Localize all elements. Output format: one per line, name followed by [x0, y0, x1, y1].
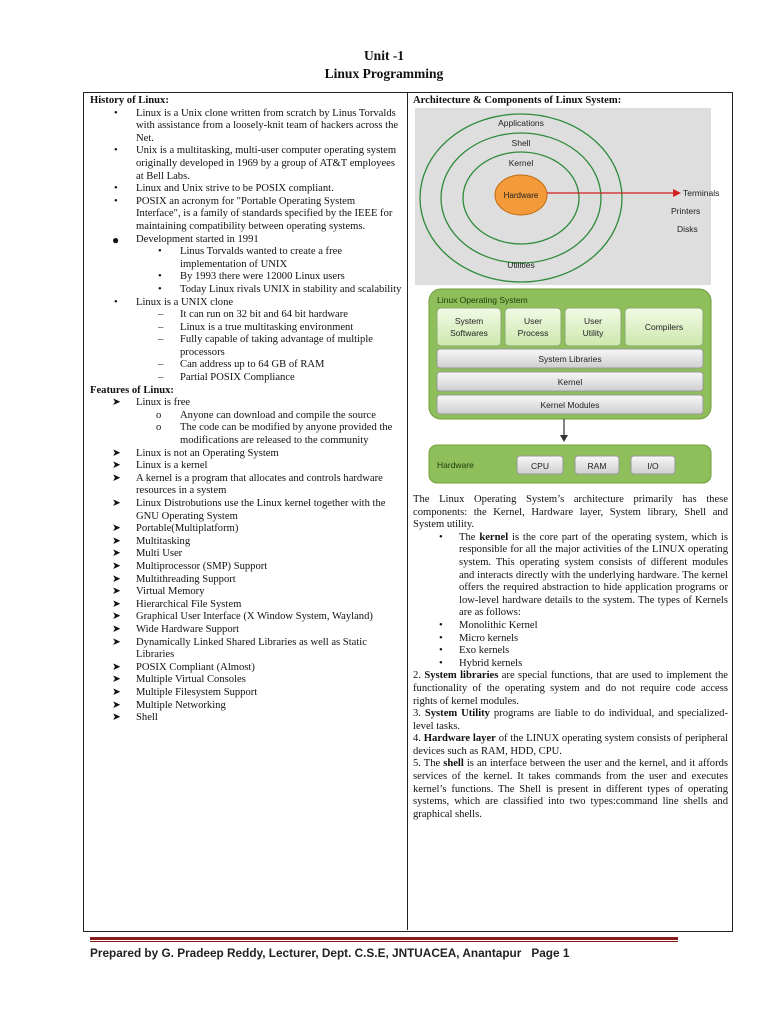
arrow-head-icon — [673, 189, 681, 197]
circle-bullet-icon: o — [156, 422, 162, 434]
list-item: ➤ POSIX Compliant (Almost) — [112, 661, 255, 673]
dash-icon: – — [158, 359, 164, 371]
arrow-bullet-icon: ➤ — [112, 573, 121, 585]
footer-prepared-by: Prepared by G. Pradeep Reddy, Lecturer, Dept. C.S.E, JNTUACEA, Anantapur — [90, 946, 522, 960]
arrow-bullet-icon: ➤ — [112, 661, 121, 673]
bullet-icon: • — [114, 296, 118, 308]
arrow-bullet-icon: ➤ — [112, 447, 121, 459]
list-item: ➤ Multitasking — [112, 535, 191, 547]
list-item: ➤ Dynamically Linked Shared Libraries as well as Static Libraries — [112, 636, 367, 661]
arrow-bullet-icon: ➤ — [112, 686, 121, 698]
bullet-icon: • — [158, 283, 162, 295]
system-utility-paragraph: 3. System Utility programs are liable to do individual, and specialized-level tasks. — [413, 708, 728, 732]
hardware-layer-paragraph: 4. Hardware layer of the LINUX operating system consists of peripheral devices such as RAM, HDD, CPU. — [413, 733, 729, 757]
list-item: ➤ Multiprocessor (SMP) Support — [112, 560, 268, 572]
list-item: ➤ Shell — [112, 712, 158, 724]
list-item: • Hybrid kernels — [439, 657, 523, 669]
list-item: ➤ Multithreading Support — [112, 573, 236, 585]
box-label-user: User — [524, 316, 542, 326]
shell-paragraph: 5. The shell is an interface between the user and the kernel, and it affords services of the kernel. It takes commands from the user and executes kernel’s functions. The Shell is present in different types of operating systems, which are classified into two types:command line shells and graphical shells. — [413, 758, 729, 820]
arrow-bullet-icon: ➤ — [112, 623, 121, 635]
list-item: o Anyone can download and compile the source — [156, 409, 376, 421]
linux-os-layers-diagram — [423, 287, 715, 491]
label-terminals: Terminals — [683, 188, 720, 198]
list-item: • Micro kernels — [439, 632, 519, 644]
list-item: ➤ Portable(Multiplatform) — [112, 523, 239, 535]
architecture-text — [413, 494, 728, 821]
footer — [90, 946, 569, 960]
list-item: ➤ A kernel is a program that allocates and controls hardware resources in a system — [112, 472, 383, 497]
list-item: • Today Linux rivals UNIX in stability and scalability — [158, 283, 402, 295]
os-title: Linux Operating System — [437, 295, 528, 305]
system-libraries-paragraph: 2. System libraries are special functions, that are used to implement the functionality of the operating system and do not require code access rights of kernel modules. — [413, 670, 728, 707]
bullet-icon: • — [439, 619, 443, 631]
list-item: ➤ Multiple Virtual Consoles — [112, 674, 246, 686]
history-list — [90, 108, 402, 247]
list-item: ➤ Multi User — [112, 548, 183, 560]
arrow-bullet-icon: ➤ — [112, 712, 121, 724]
down-arrow-icon — [560, 435, 568, 442]
arrow-bullet-icon: ➤ — [112, 560, 121, 572]
list-item: • Linux is a Unix clone written from scratch by Linus Torvalds with assistance from a loosely-knit team of hackers across the Net. — [114, 107, 399, 144]
unit-title: Unit -1 — [363, 48, 405, 63]
list-item: ➤ Graphical User Interface (X Window System, Wayland) — [112, 611, 373, 623]
list-item: ➤ Linux is a kernel — [112, 460, 208, 472]
bullet-icon: • — [439, 657, 443, 669]
arrow-bullet-icon: ➤ — [112, 598, 121, 610]
box-label-process: Process — [517, 328, 549, 338]
features-list-continued — [90, 448, 402, 725]
label-applications: Applications — [498, 118, 544, 128]
list-item: – Can address up to 64 GB of RAM — [158, 359, 325, 371]
arrow-bullet-icon: ➤ — [112, 535, 121, 547]
list-item: ➤ Multiple Filesystem Support — [112, 686, 258, 698]
bullet-icon: • — [158, 271, 162, 283]
arrow-bullet-icon: ➤ — [112, 460, 121, 472]
dot-bullet-icon: ● — [112, 232, 120, 247]
list-item: ➤ Linux is free — [112, 397, 191, 409]
footer-rule-thin — [90, 941, 678, 942]
ram-label: RAM — [587, 461, 607, 471]
list-item: ➤ Linux is not an Operating System — [112, 447, 279, 459]
footer-rule-thick — [90, 937, 678, 940]
architecture-heading: Architecture & Components of Linux System: — [413, 95, 622, 106]
list-item: – Linux is a true multitasking environment — [158, 321, 354, 333]
page-number: Page 1 — [531, 946, 570, 960]
list-item: • By 1993 there were 12000 Linux users — [158, 271, 345, 283]
history-heading: History of Linux: — [90, 95, 169, 106]
list-item: ➤ Linux Distrobutions use the Linux kernel together with the GNU Operating System — [112, 498, 386, 522]
arrow-bullet-icon: ➤ — [112, 548, 121, 560]
dash-icon: – — [158, 309, 164, 321]
kernel-label: Kernel — [557, 377, 583, 387]
list-item: – It can run on 32 bit and 64 bit hardware — [158, 309, 348, 321]
box-label-compilers: Compilers — [644, 322, 684, 332]
box-label-utility: Utility — [582, 328, 604, 338]
label-hardware: Hardware — [503, 191, 539, 200]
bullet-icon: • — [439, 645, 443, 657]
circle-bullet-icon: o — [156, 409, 162, 421]
list-item: • Linux is a UNIX clone — [114, 296, 234, 308]
features-heading: Features of Linux: — [90, 384, 174, 396]
list-item: ➤ Multiple Networking — [112, 699, 226, 711]
system-libraries-label: System Libraries — [538, 354, 602, 364]
list-item: • Unix is a multitasking, multi-user computer operating system originally developed in 1969 by a group of AT&T employees at Bell Labs. — [114, 145, 397, 182]
arrow-bullet-icon: ➤ — [112, 674, 121, 686]
bullet-icon: • — [114, 183, 118, 195]
arrow-bullet-icon: ➤ — [112, 699, 121, 711]
kernel-list — [413, 532, 728, 671]
bullet-icon: • — [114, 107, 118, 119]
list-item: – Partial POSIX Compliance — [158, 372, 295, 384]
label-utilities: Utilities — [507, 260, 535, 270]
subject-title: Linux Programming — [324, 66, 444, 81]
box-system-softwares — [437, 308, 501, 346]
layer-rings-diagram — [415, 108, 720, 285]
bullet-icon: • — [114, 195, 118, 207]
list-item: – Fully capable of taking advantage of multiple processors — [158, 334, 373, 358]
arrow-bullet-icon: ➤ — [112, 498, 121, 509]
box-user-utility — [565, 308, 621, 346]
list-item: • Exo kernels — [439, 645, 510, 657]
label-kernel: Kernel — [508, 158, 534, 168]
left-column — [90, 95, 402, 725]
list-item: ➤ Virtual Memory — [112, 586, 205, 598]
arrow-bullet-icon: ➤ — [112, 611, 121, 623]
hardware-label: Hardware — [437, 460, 474, 470]
rings-svg — [415, 108, 720, 285]
clone-list — [90, 297, 402, 310]
column-divider — [407, 92, 408, 930]
bullet-icon: • — [439, 531, 443, 543]
layers-svg — [423, 287, 715, 491]
features-list — [90, 397, 402, 410]
free-sublist — [90, 410, 402, 448]
dash-icon: – — [158, 321, 164, 333]
intro-paragraph: The Linux Operating System’s architecture primarily has these components: the Kernel, Hardware layer, System library, Shell and System utility. — [413, 494, 728, 531]
development-sublist — [90, 246, 402, 296]
bullet-icon: • — [439, 632, 443, 644]
list-item: ➤ Hierarchical File System — [112, 598, 242, 610]
list-item: • POSIX an acronym for "Portable Operating System Interface", is a family of standards specified by the IEEE for maintaining compatibility between operating systems. — [114, 195, 393, 232]
list-item: • Monolithic Kernel — [439, 619, 538, 631]
dash-icon: – — [158, 372, 164, 384]
list-item: • Linux and Unix strive to be POSIX compliant. — [114, 183, 334, 195]
list-item: ➤ Wide Hardware Support — [112, 623, 240, 635]
label-printers: Printers — [671, 206, 701, 216]
box-label-system: System — [454, 316, 484, 326]
kernel-modules-label: Kernel Modules — [540, 400, 600, 410]
io-label: I/O — [647, 461, 659, 471]
box-label-softwares: Softwares — [450, 328, 488, 338]
bullet-icon: • — [158, 246, 162, 258]
box-label-user2: User — [584, 316, 602, 326]
right-column-heading — [413, 95, 728, 108]
arrow-bullet-icon: ➤ — [112, 472, 121, 484]
clone-sublist — [90, 309, 402, 385]
arrow-bullet-icon: ➤ — [112, 397, 121, 409]
list-item: • The kernel is the core part of the operating system, which is responsible for all the major activities of the LINUX operating system. This operating system consists of different modules and interacts directly with the underlying hardware. The kernel offers the required abstraction to hide application programs or low-level hardware details to the system. The types of Kernels are as follows: — [439, 531, 728, 619]
label-shell: Shell — [511, 138, 531, 148]
cpu-label: CPU — [531, 461, 549, 471]
dash-icon: – — [158, 334, 164, 346]
bullet-icon: • — [114, 145, 118, 157]
arrow-bullet-icon: ➤ — [112, 523, 121, 535]
list-item: o The code can be modified by anyone provided the modifications are released to the community — [156, 422, 393, 447]
box-user-process — [505, 308, 561, 346]
arrow-bullet-icon: ➤ — [112, 586, 121, 598]
list-item: ● Development started in 1991 — [112, 232, 259, 247]
list-item: • Linus Torvalds wanted to create a free implementation of UNIX — [158, 246, 343, 270]
label-disks: Disks — [677, 224, 698, 234]
arrow-bullet-icon: ➤ — [112, 636, 121, 648]
